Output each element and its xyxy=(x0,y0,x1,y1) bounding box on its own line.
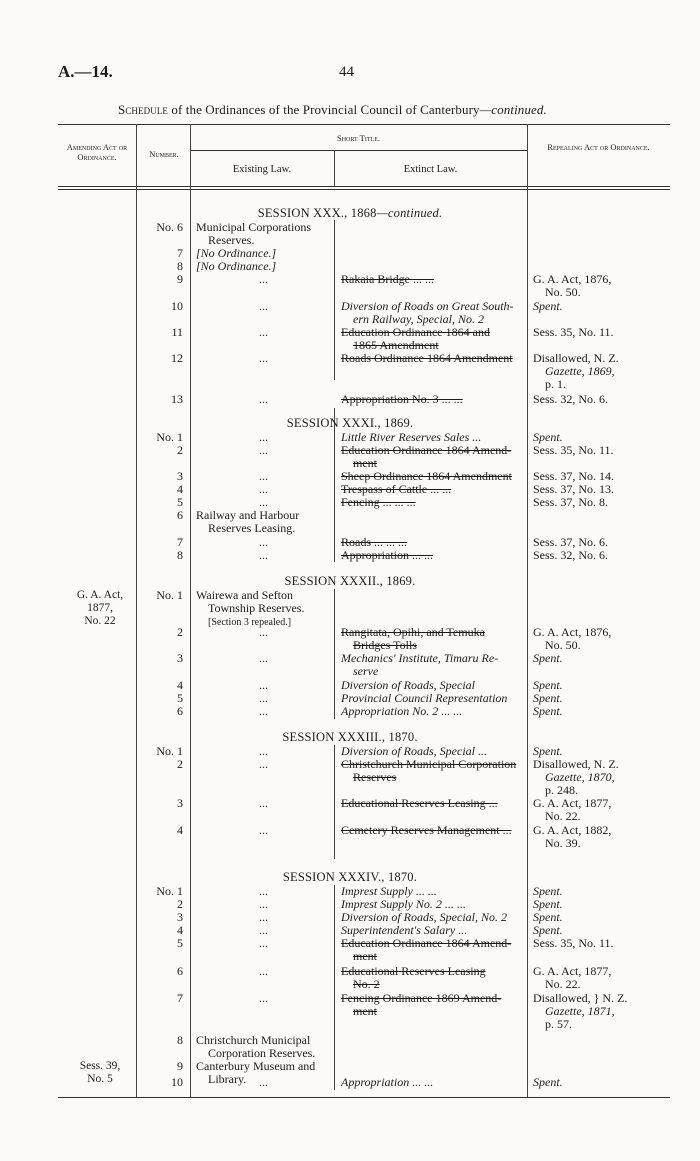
extinct-law: Appropriation ... ... xyxy=(341,1075,434,1089)
content-divider-s30 xyxy=(334,220,335,380)
repealing-act: Spent. xyxy=(533,910,563,924)
extinct-law: Educational Reserves Leasing ... xyxy=(341,796,498,810)
repealing-act: Sess. 32, No. 6. xyxy=(533,548,609,562)
existing-law: ... xyxy=(259,325,268,339)
ordinance-number: 4 xyxy=(177,923,183,937)
extinct-law: Diversion of Roads on Great South- ern Railway, Special, No. 2 xyxy=(341,299,514,326)
ordinance-number: No. 1 xyxy=(156,430,183,444)
repealing-act: Spent. xyxy=(533,299,563,313)
existing-law: Canterbury Museum and Library. xyxy=(196,1059,316,1086)
content-divider-s33 xyxy=(334,745,335,859)
schedule-title xyxy=(118,102,547,118)
extinct-law: Appropriation No. 2 ... ... xyxy=(341,704,463,718)
page-number: 44 xyxy=(339,64,354,80)
header-bottom-rule xyxy=(58,186,670,187)
repealing-act: G. A. Act, 1876, No. 50. xyxy=(533,625,612,652)
extinct-law: Education Ordinance 1864 Amend- ment xyxy=(341,936,512,963)
ordinance-number: 3 xyxy=(177,910,183,924)
ordinance-number: 13 xyxy=(171,392,183,406)
ordinance-number: 8 xyxy=(177,259,183,273)
existing-law: ... xyxy=(259,678,268,692)
title-main: of the Ordinances of the Provincial Council of Canterbury xyxy=(171,102,480,117)
ordinance-number: 12 xyxy=(171,351,183,365)
existing-law: ... xyxy=(259,964,268,978)
existing-law: Wairewa and Sefton Township Reserves. [Section 3 repealed.] xyxy=(196,588,305,628)
content-divider-s31 xyxy=(334,408,335,562)
repealing-act: Spent. xyxy=(533,691,563,705)
table-top-rule xyxy=(58,124,670,125)
repealing-act: Sess. 37, No. 8. xyxy=(533,495,609,509)
ordinance-number: 10 xyxy=(171,299,183,313)
repealing-act: Spent. xyxy=(533,897,563,911)
ordinance-number: 2 xyxy=(177,443,183,457)
column-header-extinct: Extinct Law. xyxy=(403,164,458,175)
repealing-act: Spent. xyxy=(533,744,563,758)
ordinance-number: 7 xyxy=(177,991,183,1005)
content-divider-s34 xyxy=(334,885,335,1090)
extinct-law: Imprest Supply No. 2 ... ... xyxy=(341,897,466,911)
repealing-act: G. A. Act, 1876, No. 50. xyxy=(533,272,612,299)
existing-law: [No Ordinance.] xyxy=(196,246,277,260)
ordinance-number: 5 xyxy=(177,691,183,705)
ordinance-number: 4 xyxy=(177,482,183,496)
ordinance-number: 3 xyxy=(177,469,183,483)
extinct-law: Roads ... ... ... xyxy=(341,535,407,549)
extinct-law: Rangitata, Opihi, and Temuka Bridges Tolls xyxy=(341,625,485,652)
repealing-act: G. A. Act, 1882, No. 39. xyxy=(533,823,612,850)
existing-law: Municipal Corporations Reserves. xyxy=(196,220,311,247)
existing-law: Railway and Harbour Reserves Leasing. xyxy=(196,508,300,535)
short-title-rule xyxy=(190,150,527,151)
ordinance-number: 3 xyxy=(177,796,183,810)
extinct-law: Superintendent's Salary ... xyxy=(341,923,468,937)
ordinance-number: 9 xyxy=(177,272,183,286)
column-header-short-title: Short Title. xyxy=(337,133,380,143)
existing-law: ... xyxy=(259,936,268,950)
repealing-act: Spent. xyxy=(533,1075,563,1089)
existing-law: ... xyxy=(259,796,268,810)
ordinance-number: 4 xyxy=(177,823,183,837)
repealing-act: Sess. 35, No. 11. xyxy=(533,936,614,950)
ordinance-number: No. 1 xyxy=(156,588,183,602)
repealing-act: Spent. xyxy=(533,678,563,692)
existing-law: [No Ordinance.] xyxy=(196,259,277,273)
ordinance-number: 5 xyxy=(177,936,183,950)
extinct-law: Appropriation No. 3 ... ... xyxy=(341,392,463,406)
repealing-act: Sess. 32, No. 6. xyxy=(533,392,609,406)
existing-law: ... xyxy=(259,469,268,483)
existing-law: ... xyxy=(259,351,268,365)
session-heading: SESSION XXXIV., 1870. xyxy=(282,870,418,884)
existing-law: ... xyxy=(259,430,268,444)
existing-law: ... xyxy=(259,757,268,771)
repealing-act: Spent. xyxy=(533,651,563,665)
ordinance-number: 6 xyxy=(177,704,183,718)
ordinance-number: 4 xyxy=(177,678,183,692)
existing-law: ... xyxy=(259,443,268,457)
header-bottom-rule-2 xyxy=(58,189,670,190)
ordinance-number: 9 xyxy=(177,1059,183,1073)
extinct-law: Sheep Ordinance 1864 Amendment xyxy=(341,469,512,483)
column-header-amending: Amending Act or Ordinance. xyxy=(66,142,128,162)
session-heading: SESSION XXXI., 1869. xyxy=(286,416,414,430)
extinct-law: Mechanics' Institute, Timaru Re- serve xyxy=(341,651,499,678)
ordinance-number: 5 xyxy=(177,495,183,509)
existing-law: ... xyxy=(259,691,268,705)
existing-law: ... xyxy=(259,1075,268,1089)
repealing-act: Sess. 35, No. 11. xyxy=(533,325,614,339)
ordinance-number: 7 xyxy=(177,535,183,549)
extinct-law: Trespass of Cattle ... ... xyxy=(341,482,452,496)
extinct-law: Christchurch Municipal Corporation Reserves xyxy=(341,757,517,784)
column-header-number: Number. xyxy=(149,149,179,159)
ordinance-number: 2 xyxy=(177,625,183,639)
extinct-law: Cemetery Reserves Management ... xyxy=(341,823,512,837)
table-bottom-rule xyxy=(58,1097,670,1098)
column-divider-amending xyxy=(136,124,137,1097)
repealing-act: Spent. xyxy=(533,923,563,937)
existing-law: ... xyxy=(259,923,268,937)
existing-law: ... xyxy=(259,991,268,1005)
repealing-act: Sess. 37, No. 13. xyxy=(533,482,615,496)
extinct-law: Education Ordinance 1864 Amend- ment xyxy=(341,443,512,470)
extinct-law: Rakaia Bridge ... ... xyxy=(341,272,434,286)
existing-law: ... xyxy=(259,495,268,509)
extinct-law: Fencing Ordinance 1869 Amend- ment xyxy=(341,991,502,1018)
repealing-act: G. A. Act, 1877, No. 22. xyxy=(533,964,612,991)
existing-law: ... xyxy=(259,897,268,911)
column-header-existing: Existing Law. xyxy=(232,164,292,175)
extinct-law: Diversion of Roads, Special, No. 2 xyxy=(341,910,507,924)
extinct-law: Diversion of Roads, Special ... xyxy=(341,744,487,758)
column-divider-repealing xyxy=(527,124,528,1097)
repealing-act: Sess. 37, No. 14. xyxy=(533,469,615,483)
extinct-law: Fencing ... ... ... xyxy=(341,495,416,509)
existing-law: ... xyxy=(259,651,268,665)
repealing-act: Sess. 35, No. 11. xyxy=(533,443,614,457)
extinct-law: Provincial Council Representation xyxy=(341,691,508,705)
extinct-law: Roads Ordinance 1864 Amendment xyxy=(341,351,513,365)
repealing-act: Disallowed, N. Z. Gazette, 1869, p. 1. xyxy=(533,351,619,391)
repealing-act: Spent. xyxy=(533,884,563,898)
session-heading: SESSION XXXII., 1869. xyxy=(284,574,416,588)
title-lead: Schedule xyxy=(118,102,169,117)
existing-law: Christchurch Municipal Corporation Reserves. xyxy=(196,1033,316,1060)
existing-law: ... xyxy=(259,392,268,406)
ordinance-number: 6 xyxy=(177,964,183,978)
extinct-law: Education Ordinance 1864 and 1865 Amendment xyxy=(341,325,490,352)
existing-law: ... xyxy=(259,625,268,639)
ordinance-number: 3 xyxy=(177,651,183,665)
document-reference: A.—14. xyxy=(58,62,113,81)
session-heading: SESSION XXXIII., 1870. xyxy=(282,730,418,744)
column-divider-number xyxy=(190,124,191,1097)
ordinance-number: 2 xyxy=(177,897,183,911)
repealing-act: Sess. 37, No. 6. xyxy=(533,535,609,549)
content-divider-s32 xyxy=(334,589,335,719)
ordinance-number: No. 1 xyxy=(156,884,183,898)
existing-law: ... xyxy=(259,823,268,837)
extinct-law: Diversion of Roads, Special xyxy=(341,678,475,692)
existing-law: ... xyxy=(259,884,268,898)
extinct-law: Educational Reserves Leasing No. 2 xyxy=(341,964,486,991)
repealing-act: Spent. xyxy=(533,430,563,444)
ordinance-number: 11 xyxy=(171,325,183,339)
column-header-repealing: Repealing Act or Ordinance. xyxy=(547,142,650,152)
existing-law: ... xyxy=(259,704,268,718)
repealing-act: Disallowed, N. Z. Gazette, 1870, p. 248. xyxy=(533,757,619,797)
ordinance-number: No. 1 xyxy=(156,744,183,758)
repealing-act: G. A. Act, 1877, No. 22. xyxy=(533,796,612,823)
extinct-law: Appropriation ... ... xyxy=(341,548,433,562)
existing-law: ... xyxy=(259,482,268,496)
existing-law: ... xyxy=(259,272,268,286)
existing-law: ... xyxy=(259,535,268,549)
ordinance-number: 2 xyxy=(177,757,183,771)
ordinance-number: 8 xyxy=(177,1033,183,1047)
ordinance-number: No. 6 xyxy=(156,220,183,234)
repealing-act: Disallowed, } N. Z. Gazette, 1871, p. 57. xyxy=(533,991,628,1031)
ordinance-number: 6 xyxy=(177,508,183,522)
ordinance-number: 8 xyxy=(177,548,183,562)
existing-law: ... xyxy=(259,744,268,758)
ordinance-number: 7 xyxy=(177,246,183,260)
amending-act: G. A. Act, 1877, No. 22 xyxy=(76,589,124,627)
title-continued: —continued. xyxy=(479,102,547,117)
existing-law: ... xyxy=(259,299,268,313)
repealing-act: Spent. xyxy=(533,704,563,718)
extinct-law: Little River Reserves Sales ... xyxy=(341,430,482,444)
extinct-law: Imprest Supply ... ... xyxy=(341,884,437,898)
existing-law: ... xyxy=(259,548,268,562)
existing-law: ... xyxy=(259,910,268,924)
ordinance-number: 10 xyxy=(171,1075,183,1089)
amending-act: Sess. 39, No. 5 xyxy=(79,1060,121,1085)
session-heading: SESSION XXX., 1868—continued. xyxy=(257,206,443,220)
